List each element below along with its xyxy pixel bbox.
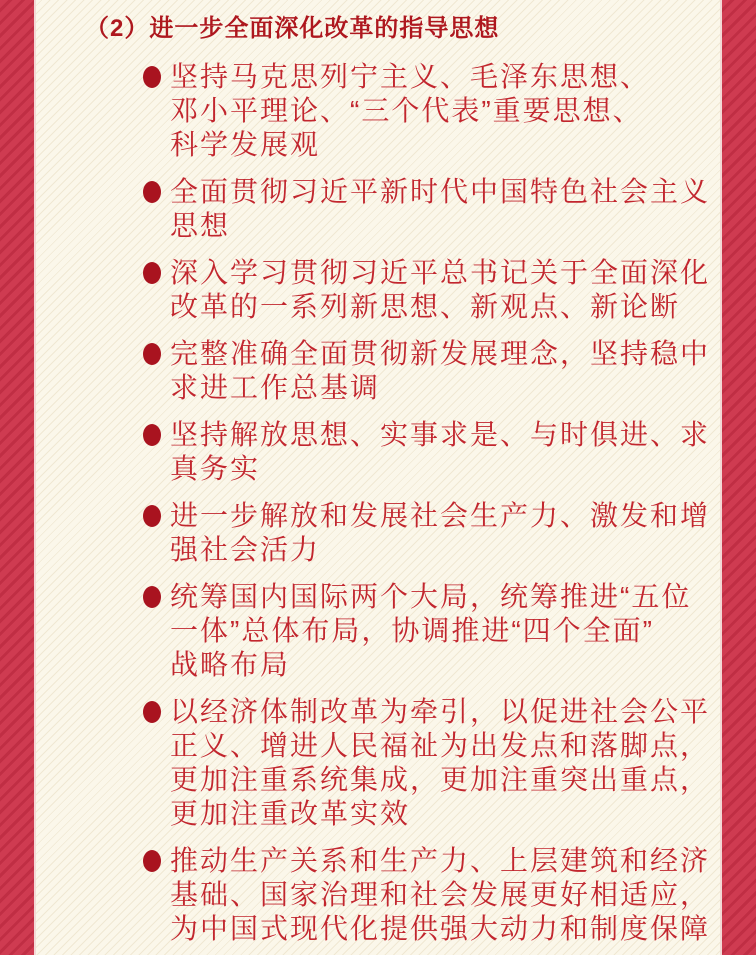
bullet-line: 强社会活力 — [170, 534, 321, 565]
bullet-icon — [143, 66, 161, 88]
bullet-icon — [143, 262, 161, 284]
bullet-line: 完整准确全面贯彻新发展理念，坚持稳中 — [170, 338, 711, 369]
bullet-line: 战略布局 — [170, 649, 291, 680]
bullet-icon — [143, 701, 161, 723]
bullet-item — [34, 695, 722, 831]
bullet-icon — [143, 343, 161, 365]
bullet-text — [170, 256, 718, 324]
bullet-line: 坚持马克思列宁主义、毛泽东思想、 — [170, 61, 651, 92]
poster-content — [34, 0, 722, 955]
bullet-icon — [143, 424, 161, 446]
bullet-line: 更加注重改革实效 — [170, 798, 411, 829]
bullet-line: 求进工作总基调 — [170, 372, 381, 403]
bullet-text — [170, 844, 718, 946]
bullet-line: 邓小平理论、“三个代表”重要思想、 — [170, 95, 643, 126]
bullet-list — [34, 60, 722, 946]
bullet-line: 基础、国家治理和社会发展更好相适应， — [170, 879, 711, 910]
bullet-text — [170, 695, 718, 831]
bullet-item — [34, 175, 722, 243]
bullet-item — [34, 418, 722, 486]
bullet-item — [34, 844, 722, 946]
bullet-item — [34, 337, 722, 405]
left-border-stripe — [0, 0, 36, 955]
bullet-line: 全面贯彻习近平新时代中国特色社会主义 — [170, 176, 711, 207]
page-title: （2）进一步全面深化改革的指导思想 — [85, 15, 500, 42]
bullet-line: 推动生产关系和生产力、上层建筑和经济 — [170, 845, 711, 876]
bullet-item — [34, 499, 722, 567]
bullet-line: 进一步解放和发展社会生产力、激发和增 — [170, 500, 711, 531]
bullet-icon — [143, 586, 161, 608]
bullet-text — [170, 499, 718, 567]
bullet-line: 真务实 — [170, 453, 261, 484]
bullet-icon — [143, 181, 161, 203]
bullet-item — [34, 256, 722, 324]
bullet-line: 为中国式现代化提供强大动力和制度保障 — [170, 913, 711, 944]
bullet-line: 更加注重系统集成，更加注重突出重点， — [170, 764, 711, 795]
bullet-text — [170, 60, 718, 162]
bullet-line: 坚持解放思想、实事求是、与时俱进、求 — [170, 419, 711, 450]
bullet-text — [170, 175, 718, 243]
bullet-line: 思想 — [170, 210, 231, 241]
bullet-item — [34, 60, 722, 162]
bullet-item — [34, 580, 722, 682]
bullet-icon — [143, 850, 161, 872]
bullet-text — [170, 418, 718, 486]
bullet-line: 一体”总体布局，协调推进“四个全面” — [170, 615, 654, 646]
bullet-line: 改革的一系列新思想、新观点、新论断 — [170, 291, 681, 322]
bullet-text — [170, 580, 718, 682]
bullet-line: 统筹国内国际两个大局，统筹推进“五位 — [170, 581, 692, 612]
bullet-icon — [143, 505, 161, 527]
bullet-line: 深入学习贯彻习近平总书记关于全面深化 — [170, 257, 711, 288]
bullet-line: 以经济体制改革为牵引，以促进社会公平 — [170, 696, 711, 727]
bullet-line: 科学发展观 — [170, 129, 321, 160]
right-border-stripe — [720, 0, 756, 955]
bullet-text — [170, 337, 718, 405]
bullet-line: 正义、增进人民福祉为出发点和落脚点， — [170, 730, 711, 761]
